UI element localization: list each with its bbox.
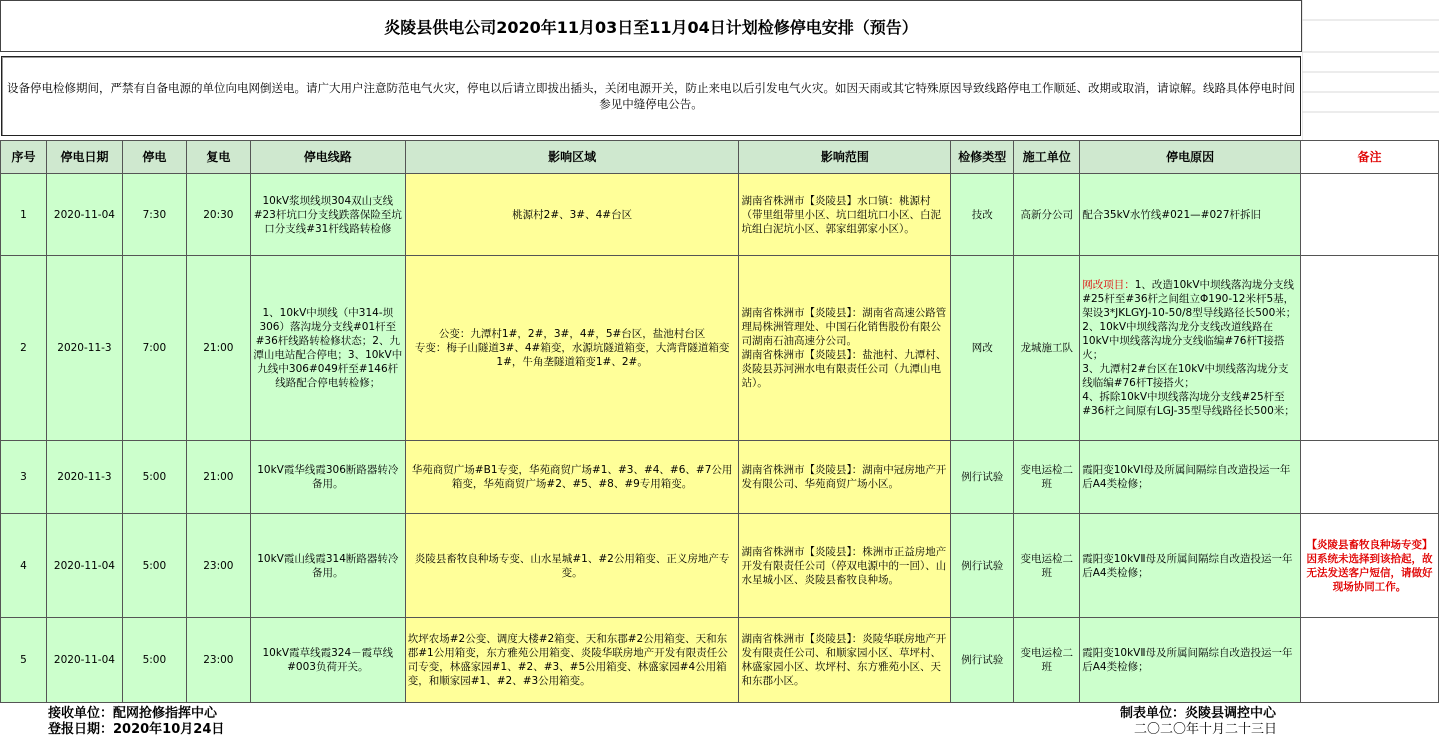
cell-unit: 高新分公司	[1014, 174, 1080, 256]
header-on: 复电	[186, 141, 250, 174]
cell-area: 公变：九潭村1#，2#，3#，4#，5#台区，盐池村台区 专变：梅子山隧道3#、4#箱变，水源坑隧道箱变，大湾背隧道箱变1#，牛角垄隧道箱变1#、2#。	[405, 256, 739, 441]
reason-text: 霞阳变10kVⅡ母及所属间隔综自改造投运一年后A4类检修；	[1082, 552, 1293, 579]
reason-text: 1、改造10kV中坝线落沟垅分支线#25杆至#36杆之间组立Φ190-12米杆5基，架设3*JKLGYJ-10-50/8型导线路径长500米； 2、10kV中坝线落沟龙分支线改道线路在10kV中坝线落沟垅分支线临编#76杆T接搭火； 3、九潭村2#台区在10kV中坝线落沟垅分支线临编#76杆T接搭火； 4、拆除10kV中坝线落沟垅分支线#25杆至#36杆之间原有LGJ-35型导线路径长500米；	[1082, 279, 1297, 417]
header-off: 停电	[122, 141, 186, 174]
cell-unit: 龙城施工队	[1014, 256, 1080, 441]
cell-no: 4	[1, 514, 47, 618]
cell-scope: 湖南省株洲市【炎陵县】水口镇：桃源村（带里组带里小区、坑口组坑口小区、白泥坑组白泥坑小区、郭家组郭家小区）。	[739, 174, 951, 256]
cell-area: 坎坪农场#2公变、调度大楼#2箱变、天和东郡#2公用箱变、天和东郡#1公用箱变，东方雅苑公用箱变、炎陵华联房地产开发有限责任公司专变，林盛家园#1、#2、#3、#5公用箱变、林盛家园#4公用箱变，和顺家园#1、#2、#3公用箱变。	[405, 618, 739, 703]
cell-off: 7:30	[122, 174, 186, 256]
cell-reason	[1080, 256, 1301, 441]
cell-unit: 变电运检二班	[1014, 514, 1080, 618]
empty-grid	[1302, 0, 1439, 140]
cell-scope: 湖南省株洲市【炎陵县】：株洲市正益房地产开发有限责任公司（停双电源中的一回）、山水星城小区、炎陵县畜牧良种场。	[739, 514, 951, 618]
header-date: 停电日期	[46, 141, 122, 174]
header-scope: 影响范围	[739, 141, 951, 174]
cell-off: 7:00	[122, 256, 186, 441]
table-row	[1, 174, 1439, 256]
cell-date: 2020-11-04	[46, 174, 122, 256]
cell-type: 技改	[951, 174, 1014, 256]
cell-line: 10kV霞山线霞314断路器转冷备用。	[250, 514, 405, 618]
cell-off: 5:00	[122, 618, 186, 703]
cell-reason	[1080, 174, 1301, 256]
cell-line: 10kV霞草线霞324－霞草线#003负荷开关。	[250, 618, 405, 703]
cell-on: 21:00	[186, 441, 250, 514]
cell-scope: 湖南省株洲市【炎陵县】：炎陵华联房地产开发有限责任公司、和顺家园小区、草坪村、林盛家园小区、坎坪村、东方雅苑小区、天和东郡小区。	[739, 618, 951, 703]
header-no: 序号	[1, 141, 47, 174]
reason-text: 霞阳变10kVⅠ母及所属间隔综自改造投运一年后A4类检修；	[1082, 464, 1291, 490]
footer-right	[1120, 706, 1277, 738]
cell-on: 23:00	[186, 514, 250, 618]
cell-remark	[1301, 618, 1439, 703]
cell-date: 2020-11-3	[46, 441, 122, 514]
cell-off: 5:00	[122, 514, 186, 618]
cell-date: 2020-11-04	[46, 618, 122, 703]
cell-line: 1、10kV中坝线（中314-坝306）落沟垅分支线#01杆至#36杆线路转检修状态；2、九潭山电站配合停电；3、10kV中九线中306#049杆至#146杆线路配合停电转检修；	[250, 256, 405, 441]
cell-no: 5	[1, 618, 47, 703]
table-row	[1, 618, 1439, 703]
header-type: 检修类型	[951, 141, 1014, 174]
cell-on: 21:00	[186, 256, 250, 441]
header-reason: 停电原因	[1080, 141, 1301, 174]
cell-area: 炎陵县畜牧良种场专变、山水星城#1、#2公用箱变、正义房地产专变。	[405, 514, 739, 618]
cell-scope: 湖南省株洲市【炎陵县】：湖南省高速公路管理局株洲管理处、中国石化销售股份有限公司湖南石油高速分公司。 湖南省株洲市【炎陵县】：盐池村、九潭村、炎陵县苏河洲水电有限责任公司（九潭山电站）。	[739, 256, 951, 441]
cell-no: 2	[1, 256, 47, 441]
reason-text: 霞阳变10kVⅡ母及所属间隔综自改造投运一年后A4类检修；	[1082, 647, 1293, 673]
header-area: 影响区域	[405, 141, 739, 174]
cell-type: 例行试验	[951, 441, 1014, 514]
cell-scope: 湖南省株洲市【炎陵县】：湖南中冠房地产开发有限公司、华苑商贸广场小区。	[739, 441, 951, 514]
cell-line: 10kV浆坝线坝304双山支线#23杆坑口分支线跌落保险至坑口分支线#31杆线路转检修	[250, 174, 405, 256]
submit-date-label: 登报日期：2020年10月24日	[48, 722, 225, 737]
table-row	[1, 441, 1439, 514]
cell-unit: 变电运检二班	[1014, 441, 1080, 514]
notice-text: 设备停电检修期间，严禁有自备电源的单位向电网倒送电。请广大用户注意防范电气火灾，停电以后请立即拔出插头，关闭电源开关，防止来电以后引发电气火灾。如因天雨或其它特殊原因导致线路停电工作顺延、改期或取消，请谅解。线路具体停电时间参见中缝停电公告。	[1, 56, 1301, 136]
cell-reason	[1080, 618, 1301, 703]
cell-no: 3	[1, 441, 47, 514]
table-row	[1, 514, 1439, 618]
cell-remark	[1301, 441, 1439, 514]
cell-on: 23:00	[186, 618, 250, 703]
header-remark: 备注	[1301, 141, 1439, 174]
table-row	[1, 256, 1439, 441]
cell-date: 2020-11-04	[46, 514, 122, 618]
cell-on: 20:30	[186, 174, 250, 256]
outage-table	[0, 140, 1439, 703]
cell-reason	[1080, 514, 1301, 618]
cell-type: 网改	[951, 256, 1014, 441]
cell-off: 5:00	[122, 441, 186, 514]
reason-prefix: 网改项目：	[1082, 279, 1135, 291]
cell-area: 桃源村2#、3#、4#台区	[405, 174, 739, 256]
cell-remark	[1301, 256, 1439, 441]
cell-date: 2020-11-3	[46, 256, 122, 441]
cell-type: 例行试验	[951, 618, 1014, 703]
page-title: 炎陵县供电公司2020年11月03日至11月04日计划检修停电安排（预告）	[0, 0, 1302, 52]
cell-type: 例行试验	[951, 514, 1014, 618]
header-unit: 施工单位	[1014, 141, 1080, 174]
receiver-label: 接收单位：配网抢修指挥中心	[48, 706, 218, 721]
header-line: 停电线路	[250, 141, 405, 174]
reason-text: 配合35kV水竹线#021—#027杆拆旧	[1082, 208, 1262, 221]
header-row	[1, 141, 1439, 174]
cell-unit: 变电运检二班	[1014, 618, 1080, 703]
cell-no: 1	[1, 174, 47, 256]
maker-label: 制表单位：炎陵县调控中心	[1120, 706, 1277, 721]
cell-reason	[1080, 441, 1301, 514]
cell-line: 10kV霞华线霞306断路器转冷备用。	[250, 441, 405, 514]
footer-left	[48, 706, 224, 738]
cell-remark	[1301, 174, 1439, 256]
cell-area: 华苑商贸广场#B1专变，华苑商贸广场#1、#3、#4、#6、#7公用箱变，华苑商贸广场#2、#5、#8、#9专用箱变。	[405, 441, 739, 514]
cell-remark: 【炎陵县畜牧良种场专变】因系统未选择到该拾起，故无法发送客户短信，请做好现场协同工作。	[1301, 514, 1439, 618]
make-date-label: 二〇二〇年十月二十三日	[1134, 722, 1278, 737]
